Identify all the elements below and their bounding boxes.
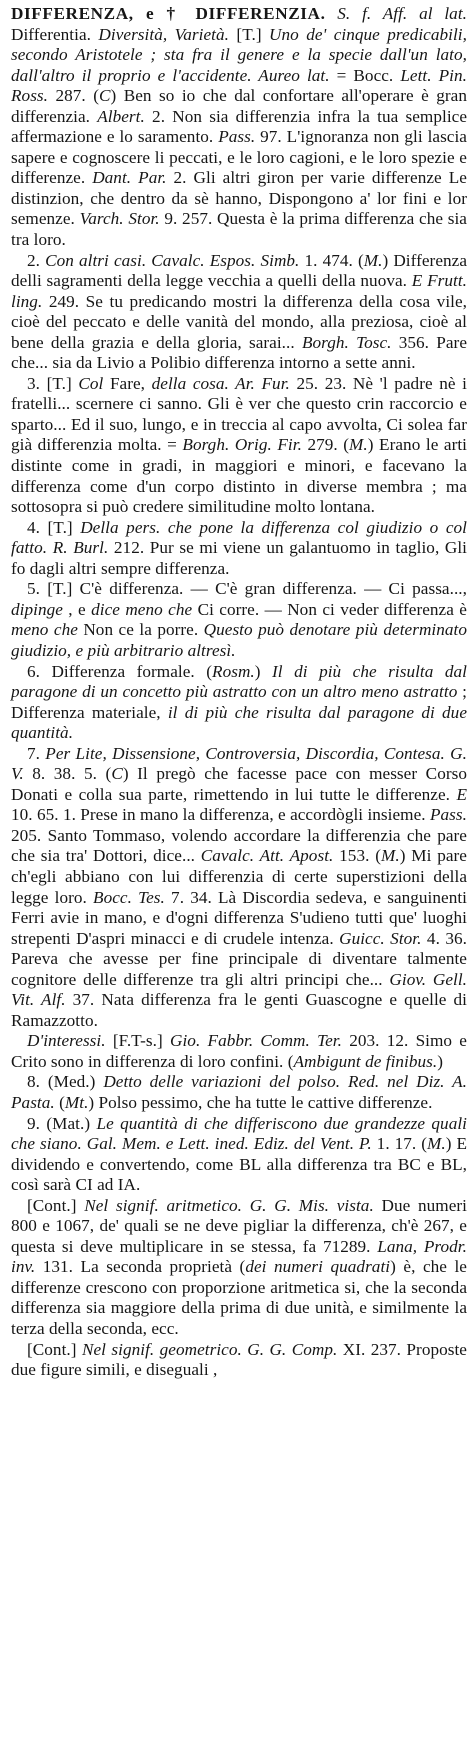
- entry-definition: DIFFERENZA, e † DIFFERENZIA. S. f. Aff. al lat. Differentia. Diversità, Varietà. [T.] Uno de' cinque predicabili, secondo Aristotele ; sta fra il genere e la specie dall'un lato, dall'altro il proprio e l'accidente. Aureo lat. = Bocc. Lett. Pin. Ross. 287. (C) Ben so io che dal confortare all'operare è gran differenzia. Albert. 2. Non sia differenzia infra la tua semplice affermazione e lo saramento. Pass. 97. L'ignoranza non gli lascia sapere e cognoscere li peccati, e le loro cagioni, e le loro spezie e differenze. Dant. Par. 2. Gli altri giron per varie differenze Le distinzion, che dentro da sè hanno, Dispongono a' lor fini e lor semenze. Varch. Stor. 9. 257. Questa è la prima differenza che sia tra loro.: [11, 4, 468, 250]
- sense-4: 4. [T.] Della pers. che pone la differenza col giudizio o col fatto. R. Burl. 212. Pur se mi viene un galantuomo in taglio, Gli fo dagli altri sempre differenza.: [11, 517, 467, 578]
- sense-3: 3. [T.] Col Fare, della cosa. Ar. Fur. 25. 23. Nè 'l padre nè i fratelli... scernere ci sanno. Gli è ver che questo crin raccorcio e sparto... Ed il suo, lungo, e in treccia al capo avvolta, Ci solea far già differenzia molta. = Borgh. Orig. Fir. 279. (M.) Erano le arti distinte come in gradi, in maggiori e minori, e facevano la differenza come d'un corpo distinto in diverse membra ; ma sottosopra si può credere similitudine molto lontana.: [11, 373, 467, 517]
- sense-7-interessi: D'interessi. [F.T-s.] Gio. Fabbr. Comm. Ter. 203. 12. Simo e Crito sono in differenza di loro confini. (Ambigunt de finibus.): [11, 1031, 467, 1071]
- sense-7: 7. Per Lite, Dissensione, Controversia, Discordia, Contesa. G. V. 8. 38. 5. (C) Il pregò che facesse pace con messer Corso Donati e colla sua parte, rimettendo in lui tutte le differenze. E 10. 65. 1. Prese in mano la differenza, e accordògli insieme. Pass. 205. Santo Tommaso, volendo accordare la differenzia che pare che sia tra' Dottori, dice... Cavalc. Att. Apost. 153. (M.) Mi pare ch'egli abbiano con lui differenzia di certe superstizioni della legge loro. Bocc. Tes. 7. 34. Là Discordia sedeva, e sanguinenti Ferri avie in mano, e d'ogni differenza S'udieno tutti que' luoghi strepenti D'aspri minacci e di crudele intenza. Guicc. Stor. 4. 36. Pareva che avesse per fine principale di diventare talmente cognitore delle differenze tra gli altri principi che... Giov. Gell. Vit. Alf. 37. Nata differenza fra le genti Guascogne e quelle di Ramazzotto.: [11, 743, 467, 1030]
- sense-6: 6. Differenza formale. (Rosm.) Il di più che risulta dal paragone di un concetto più astratto con un altro meno astratto ; Differenza materiale, il di più che risulta dal paragone di due quantità.: [11, 661, 467, 743]
- sense-5: 5. [T.] C'è differenza. — C'è gran differenza. — Ci passa..., dipinge , e dice meno che Ci corre. — Non ci veder differenza è meno che Non ce la porre. Questo può denotare più determinato giudizio, e più arbitrario altresì.: [11, 579, 467, 660]
- sense-9: 9. (Mat.) Le quantità di che differiscono due grandezze quali che siano. Gal. Mem. e Lett. ined. Ediz. del Vent. P. 1. 17. (M.) E dividendo e convertendo, come BL alla differenza tra BC e BL, così sarà CI ad IA.: [11, 1113, 467, 1195]
- sense-8: 8. (Med.) Detto delle variazioni del polso. Red. nel Diz. A. Pasta. (Mt.) Polso pessimo, che ha tutte le cattive differenze.: [11, 1072, 467, 1112]
- sense-2: 2. Con altri casi. Cavalc. Espos. Simb. 1. 474. (M.) Differenza delli sagramenti della legge vecchia a quelli della nuova. E Frutt. ling. 249. Se tu predicando mostri la differenza della cosa vile, cioè del peccato e delle vanità del mondo, alla preziosa, cioè al bene della grazia e della gloria, sarai... Borgh. Tosc. 356. Pare che... sia da Livio a Polibio differenza intorno a sette anni.: [11, 250, 467, 373]
- sense-9-aritmetico: [Cont.] Nel signif. aritmetico. G. G. Mis. vista. Due numeri 800 e 1067, de' quali se ne deve pigliar la differenza, ch'è 267, e questa si deve multiplicare in se stessa, fa 71289. Lana, Prodr. inv. 131. La seconda proprietà (dei numeri quadrati) è, che le differenze crescono con proporzione aritmetica si, che la seconda differenza sia maggiore della prima di due unità, e similmente la terza della seconda, ecc.: [11, 1195, 467, 1338]
- sense-9-geometrico: [Cont.] Nel signif. geometrico. G. G. Comp. XI. 237. Proposte due figure simili, e diseguali ,: [11, 1339, 467, 1380]
